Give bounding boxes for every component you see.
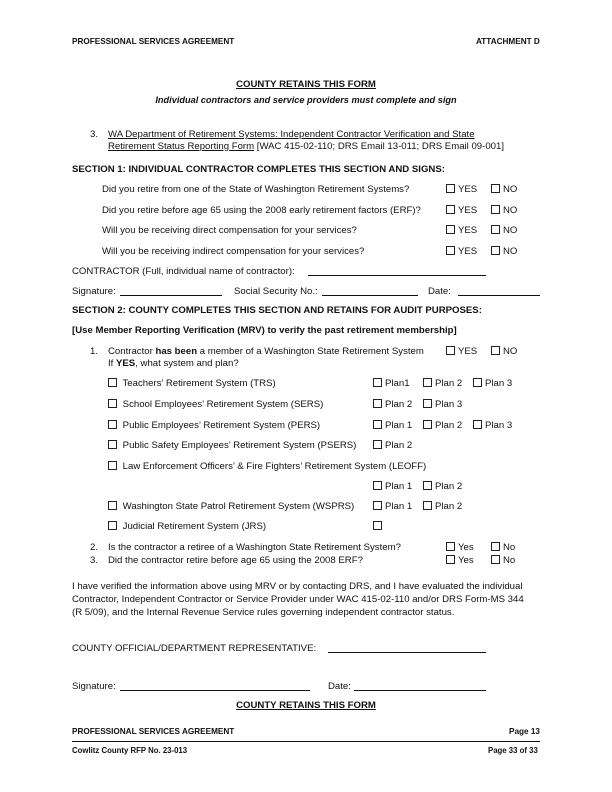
footer-rfp: Cowlitz County RFP No. 23-013 — [72, 746, 188, 755]
checkbox-icon[interactable] — [108, 501, 117, 510]
pers-plan-3[interactable]: Plan 3 — [473, 420, 512, 431]
pers-plan-2[interactable]: Plan 2 — [423, 420, 462, 431]
s1-question-4: Will you be receiving indirect compensation for your services? — [102, 246, 365, 257]
footer-page: Page 13 — [509, 727, 540, 736]
mrv-instruction: [Use Member Reporting Verification (MRV) to verify the past retirement membership] — [72, 325, 457, 336]
s1-q2-no[interactable]: NO — [491, 205, 517, 216]
signature-field[interactable] — [120, 295, 222, 296]
checkbox-icon[interactable] — [373, 481, 382, 490]
checkbox-icon[interactable] — [373, 399, 382, 408]
checkbox-icon[interactable] — [373, 378, 382, 387]
s2-q2-text: Is the contractor a retiree of a Washington State Retirement System? — [108, 542, 401, 553]
ssn-field[interactable] — [322, 295, 418, 296]
s1-q4-yes[interactable]: YES — [446, 246, 477, 257]
system-wsprs[interactable]: Washington State Patrol Retirement System (WSPRS) — [108, 501, 354, 512]
checkbox-icon[interactable] — [446, 346, 455, 355]
checkbox-icon[interactable] — [473, 378, 482, 387]
trs-plan-2[interactable]: Plan 2 — [423, 378, 462, 389]
s1-q3-yes[interactable]: YES — [446, 225, 477, 236]
checkbox-icon[interactable] — [423, 501, 432, 510]
checkbox-icon[interactable] — [491, 225, 500, 234]
ssn-label: Social Security No.: — [234, 286, 318, 297]
system-sers[interactable]: School Employees’ Retirement System (SERS) — [108, 399, 323, 410]
checkbox-icon[interactable] — [423, 399, 432, 408]
checkbox-icon[interactable] — [491, 555, 500, 564]
checkbox-icon[interactable] — [446, 246, 455, 255]
checkbox-icon[interactable] — [423, 420, 432, 429]
s1-q1-yes[interactable]: YES — [446, 184, 477, 195]
psers-plan-2[interactable]: Plan 2 — [373, 440, 412, 451]
s2-q3-text: Did the contractor retire before age 65 using the 2008 ERF? — [108, 555, 363, 566]
checkbox-icon[interactable] — [446, 184, 455, 193]
system-psers[interactable]: Public Safety Employees’ Retirement System (PSERS) — [108, 440, 356, 451]
leoff-plan-2[interactable]: Plan 2 — [423, 481, 462, 492]
s1-question-2: Did you retire before age 65 using the 2008 early retirement factors (ERF)? — [102, 205, 421, 216]
jrs-checkbox[interactable] — [373, 521, 385, 532]
date2-field[interactable] — [354, 690, 486, 691]
checkbox-icon[interactable] — [373, 521, 382, 530]
s2-q2-number: 2. — [90, 542, 99, 553]
s2-q3-no[interactable]: No — [491, 555, 515, 566]
system-jrs[interactable]: Judicial Retirement System (JRS) — [108, 521, 266, 532]
item3-line2 — [108, 141, 504, 152]
checkbox-icon[interactable] — [108, 399, 117, 408]
trs-plan-3[interactable]: Plan 3 — [473, 378, 512, 389]
s2-q3-yes[interactable]: Yes — [446, 555, 474, 566]
s1-question-1: Did you retire from one of the State of Washington Retirement Systems? — [102, 184, 410, 195]
form-subtitle: Individual contractors and service providers must complete and sign — [155, 95, 457, 105]
s1-q1-no[interactable]: NO — [491, 184, 517, 195]
checkbox-icon[interactable] — [491, 542, 500, 551]
contractor-name-label: CONTRACTOR (Full, individual name of contractor): — [72, 266, 295, 277]
checkbox-icon[interactable] — [491, 205, 500, 214]
official-field[interactable] — [328, 652, 486, 653]
item3-link-line1[interactable]: WA Department of Retirement Systems: Independent Contractor Verification and State — [108, 129, 475, 140]
date-field[interactable] — [458, 295, 540, 296]
s2-q1-no[interactable]: NO — [491, 346, 517, 357]
form-title: COUNTY RETAINS THIS FORM — [236, 79, 376, 90]
checkbox-icon[interactable] — [108, 378, 117, 387]
checkbox-icon[interactable] — [108, 440, 117, 449]
checkbox-icon[interactable] — [373, 440, 382, 449]
checkbox-icon[interactable] — [446, 542, 455, 551]
s1-q2-yes[interactable]: YES — [446, 205, 477, 216]
wsprs-plan-1[interactable]: Plan 1 — [373, 501, 412, 512]
item3-number: 3. — [90, 129, 99, 140]
s1-q4-no[interactable]: NO — [491, 246, 517, 257]
contractor-name-field[interactable] — [308, 275, 486, 276]
checkbox-icon[interactable] — [423, 481, 432, 490]
s1-question-3: Will you be receiving direct compensation for your services? — [102, 225, 357, 236]
checkbox-icon[interactable] — [373, 501, 382, 510]
signature2-field[interactable] — [120, 690, 310, 691]
item3-link-line2[interactable]: Retirement Status Reporting Form — [108, 141, 255, 152]
date2-label: Date: — [328, 681, 351, 692]
sers-plan-2[interactable]: Plan 2 — [373, 399, 412, 410]
date-label: Date: — [428, 286, 451, 297]
checkbox-icon[interactable] — [108, 420, 117, 429]
footer-divider — [72, 741, 540, 742]
system-leoff[interactable]: Law Enforcement Officers’ & Fire Fighters’ Retirement System (LEOFF) — [108, 461, 426, 472]
system-pers[interactable]: Public Employees’ Retirement System (PERS) — [108, 420, 320, 431]
checkbox-icon[interactable] — [446, 555, 455, 564]
checkbox-icon[interactable] — [473, 420, 482, 429]
item3-refs: [WAC 415-02-110; DRS Email 13-011; DRS Email 09-001] — [254, 141, 505, 152]
official-label: COUNTY OFFICIAL/DEPARTMENT REPRESENTATIVE: — [72, 643, 317, 654]
s2-q1-followup: If YES, what system and plan? — [108, 358, 239, 369]
footer-page-of: Page 33 of 33 — [488, 746, 538, 755]
signature-label: Signature: — [72, 286, 116, 297]
checkbox-icon[interactable] — [108, 461, 117, 470]
s2-q1-text: Contractor has been a member of a Washington State Retirement System — [108, 346, 424, 357]
s2-q1-number: 1. — [90, 346, 99, 357]
checkbox-icon[interactable] — [446, 225, 455, 234]
statement-line-1: I have verified the information above using MRV or by contacting DRS, and I have evaluated the individual — [72, 581, 523, 592]
system-trs[interactable]: Teachers’ Retirement System (TRS) — [108, 378, 276, 389]
section2-heading: SECTION 2: COUNTY COMPLETES THIS SECTION AND RETAINS FOR AUDIT PURPOSES: — [72, 305, 482, 316]
statement-line-3: (R 5/09), and the Internal Revenue Service rules governing independent contractor status. — [72, 607, 455, 618]
s2-q2-yes[interactable]: Yes — [446, 542, 474, 553]
leoff-plan-1[interactable]: Plan 1 — [373, 481, 412, 492]
pers-plan-1[interactable]: Plan 1 — [373, 420, 412, 431]
checkbox-icon[interactable] — [491, 246, 500, 255]
trs-plan-1[interactable]: Plan1 — [373, 378, 410, 389]
signature2-label: Signature: — [72, 681, 116, 692]
statement-line-2: Contractor, Independent Contractor or Service Provider under WAC 415-02-110 and/or DRS Form-MS 344 — [72, 594, 524, 605]
s1-q3-no[interactable]: NO — [491, 225, 517, 236]
checkbox-icon[interactable] — [446, 205, 455, 214]
footer-form-title: COUNTY RETAINS THIS FORM — [236, 700, 376, 711]
checkbox-icon[interactable] — [491, 346, 500, 355]
sers-plan-3[interactable]: Plan 3 — [423, 399, 462, 410]
s2-q1-yes[interactable]: YES — [446, 346, 477, 357]
checkbox-icon[interactable] — [108, 521, 117, 530]
checkbox-icon[interactable] — [491, 184, 500, 193]
header-left: PROFESSIONAL SERVICES AGREEMENT — [72, 37, 235, 46]
checkbox-icon[interactable] — [423, 378, 432, 387]
s2-q3-number: 3. — [90, 555, 99, 566]
section1-heading: SECTION 1: INDIVIDUAL CONTRACTOR COMPLETES THIS SECTION AND SIGNS: — [72, 164, 445, 175]
wsprs-plan-2[interactable]: Plan 2 — [423, 501, 462, 512]
header-right: ATTACHMENT D — [476, 37, 540, 46]
s2-q2-no[interactable]: No — [491, 542, 515, 553]
footer-left: PROFESSIONAL SERVICES AGREEMENT — [72, 727, 235, 736]
checkbox-icon[interactable] — [373, 420, 382, 429]
